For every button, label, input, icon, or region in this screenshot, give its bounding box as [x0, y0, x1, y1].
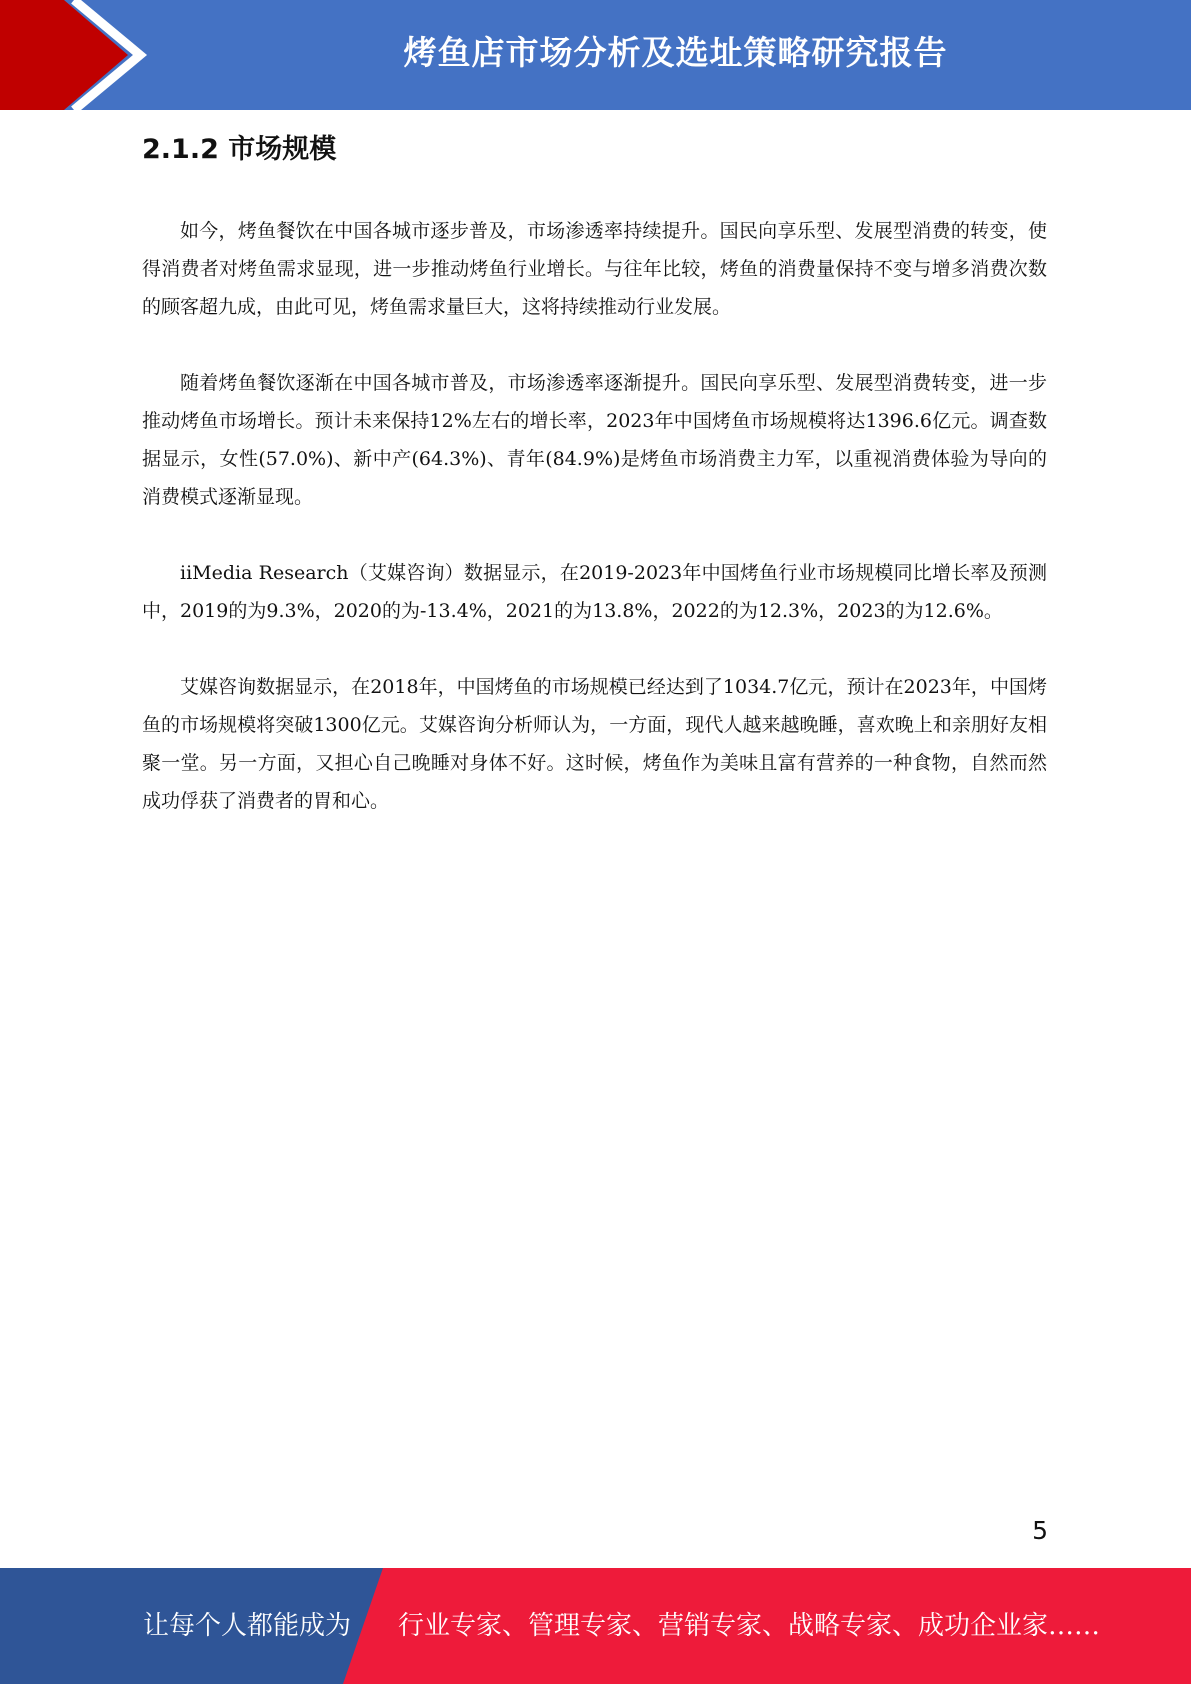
page-number: 5 — [1032, 1516, 1048, 1545]
footer-slogan-right: 行业专家、管理专家、营销专家、战略专家、成功企业家…… — [398, 1611, 1101, 1641]
paragraph-3: iiMedia Research（艾媒咨询）数据显示，在2019-2023年中国烤鱼行业市场规模同比增长率及预测中，2019的为9.3%，2020的为-13.4%，2021的为13.8%，2022的为12.3%，2023的为12.6%。 — [142, 562, 1047, 622]
footer-slogan-left: 让每个人都能成为 — [143, 1611, 352, 1641]
section-heading: 2.1.2 市场规模 — [142, 134, 337, 165]
paragraph-2: 随着烤鱼餐饮逐渐在中国各城市普及，市场渗透率逐渐提升。国民向享乐型、发展型消费转变，进一步推动烤鱼市场增长。预计未来保持12%左右的增长率，2023年中国烤鱼市场规模将达1396.6亿元。调查数据显示，女性(57.0%)、新中产(64.3%)、青年(84.9%)是烤鱼市场消费主力军，以重视消费体验为导向的消费模式逐渐显现。 — [142, 372, 1047, 508]
body-content — [142, 212, 1047, 858]
paragraph-1: 如今，烤鱼餐饮在中国各城市逐步普及，市场渗透率持续提升。国民向享乐型、发展型消费的转变，使得消费者对烤鱼需求显现，进一步推动烤鱼行业增长。与往年比较，烤鱼的消费量保持不变与增多消费次数的顾客超九成，由此可见，烤鱼需求量巨大，这将持续推动行业发展。 — [142, 220, 1047, 318]
footer-banner — [0, 1568, 1191, 1684]
header-banner — [0, 0, 1191, 110]
document-title: 烤鱼店市场分析及选址策略研究报告 — [403, 33, 948, 72]
paragraph-4: 艾媒咨询数据显示，在2018年，中国烤鱼的市场规模已经达到了1034.7亿元，预计在2023年，中国烤鱼的市场规模将突破1300亿元。艾媒咨询分析师认为，一方面，现代人越来越晚睡，喜欢晚上和亲朋好友相聚一堂。另一方面，又担心自己晚睡对身体不好。这时候，烤鱼作为美味且富有营养的一种食物，自然而然成功俘获了消费者的胃和心。 — [142, 676, 1047, 812]
